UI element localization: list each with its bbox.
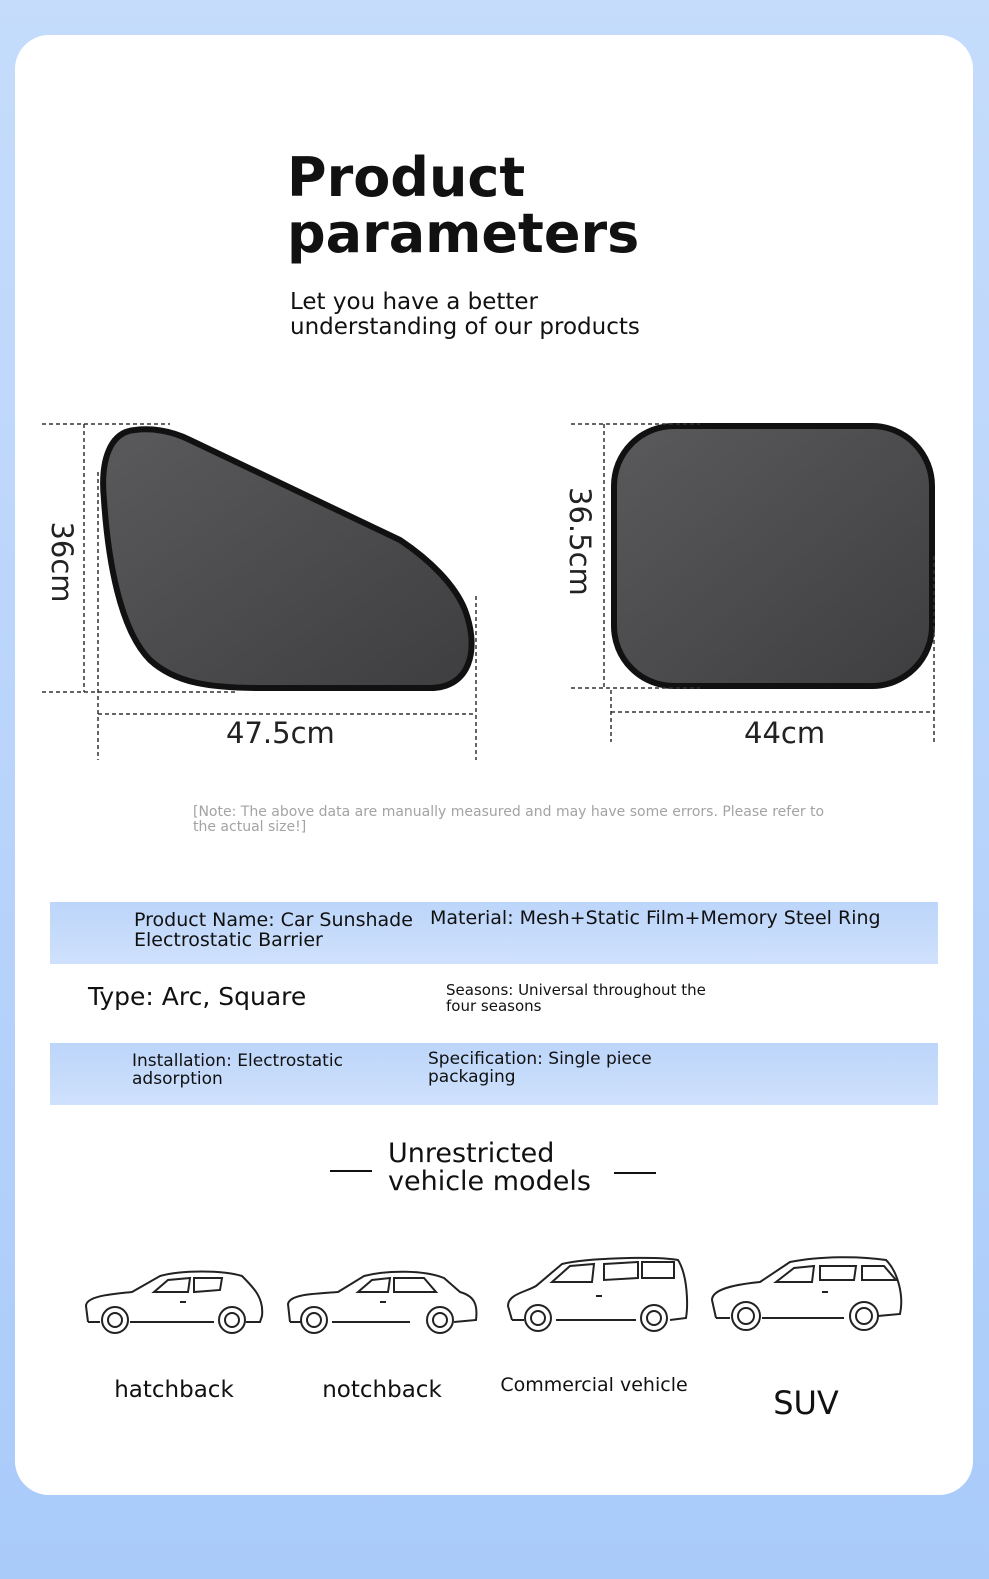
van-icon [506,1256,690,1332]
heading-dash-left [330,1170,372,1172]
square-width-label: 44cm [744,716,826,750]
arc-shade-shape [103,429,471,688]
seasons-cell: Seasons: Universal throughout the four seasons [446,981,706,1015]
arc-width-label: 47.5cm [226,716,335,750]
installation-cell: Installation: Electrostatic adsorption [132,1051,343,1089]
vehicle-label-hatchback: hatchback [114,1377,234,1403]
square-height-label: 36.5cm [563,487,597,596]
vehicle-label-commercial: Commercial vehicle [500,1374,688,1396]
material-cell: Material: Mesh+Static Film+Memory Steel Ring [430,907,881,929]
page-subtitle: Let you have a better understanding of our products [290,289,640,340]
heading-dash-right [614,1172,656,1174]
square-shade-shape [614,426,932,686]
page-title: Product parameters [287,146,640,265]
hatchback-car-icon [82,1264,267,1334]
sedan-car-icon [284,1264,482,1334]
vehicle-label-suv: SUV [773,1384,839,1422]
measurement-note: [Note: The above data are manually measured and may have some errors. Please refer to the actual size!] [193,804,825,835]
type-cell: Type: Arc, Square [88,982,307,1011]
suv-icon [710,1256,902,1332]
vehicles-heading: Unrestricted vehicle models [388,1138,591,1197]
arc-height-label: 36cm [45,521,79,603]
product-name-cell: Product Name: Car Sunshade Electrostatic Barrier [134,909,413,951]
vehicle-label-notchback: notchback [322,1377,442,1403]
specification-cell: Specification: Single piece packaging [428,1049,652,1087]
